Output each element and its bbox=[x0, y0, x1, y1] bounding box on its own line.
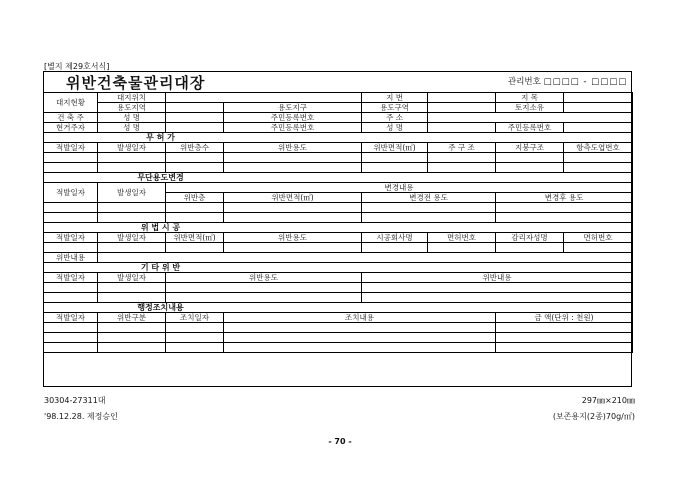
owner-name-value[interactable] bbox=[166, 113, 224, 123]
resident-name2-value[interactable] bbox=[428, 123, 496, 133]
use-district-label: 용도지구 bbox=[224, 103, 362, 113]
admin-col-type: 위반구분 bbox=[98, 313, 166, 323]
no-permit-col-area: 위반면적(㎡) bbox=[362, 143, 428, 153]
admin-col-date: 조치일자 bbox=[166, 313, 224, 323]
use-zone-value[interactable] bbox=[428, 103, 496, 113]
other-violation-section-title: 기 타 위 반 bbox=[98, 263, 224, 273]
paper-size: 297㎜×210㎜ bbox=[581, 396, 635, 405]
no-permit-col-map-sheet: 항측도엽번호 bbox=[564, 143, 633, 153]
admin-col-amount: 금 액(단위 : 천원) bbox=[496, 313, 633, 323]
owner-rrn-label: 주민등록번호 bbox=[224, 113, 362, 123]
management-number-boxes: □□□□ - □□□□ bbox=[543, 77, 628, 87]
use-change-data-row[interactable] bbox=[44, 203, 633, 213]
building-owner-header: 건 축 주 bbox=[44, 113, 98, 123]
approval-date: '98.12.28. 제정승인 bbox=[44, 412, 118, 421]
illegal-col-supervisor-license: 면허번호 bbox=[564, 233, 633, 243]
illegal-col-occurred: 발생일자 bbox=[98, 233, 166, 243]
illegal-col-license: 면허번호 bbox=[428, 233, 496, 243]
land-ownership-label: 토지소유 bbox=[496, 103, 564, 113]
admin-data-row[interactable] bbox=[44, 323, 633, 333]
land-ownership-value[interactable] bbox=[564, 103, 633, 113]
resident-name-value[interactable] bbox=[166, 123, 224, 133]
land-category-value[interactable] bbox=[564, 93, 633, 103]
use-change-col-after: 변경후 용도 bbox=[496, 193, 633, 203]
no-permit-section-title: 무 허 가 bbox=[98, 133, 224, 143]
page-number: - 70 - bbox=[328, 437, 352, 446]
use-change-col-before: 변경전 용도 bbox=[362, 193, 496, 203]
use-change-col-occurred: 발생일자 bbox=[98, 183, 166, 203]
other-data-row[interactable] bbox=[44, 293, 633, 303]
admin-col-content: 조치내용 bbox=[224, 313, 496, 323]
form-number-label: [별지 제29호서식] bbox=[44, 62, 110, 71]
other-col-found: 적발일자 bbox=[44, 273, 98, 283]
current-owner-header: 현거주자 bbox=[44, 123, 98, 133]
use-zone-label: 용도구역 bbox=[362, 103, 428, 113]
admin-data-row[interactable] bbox=[44, 343, 633, 353]
illegal-violation-content-value[interactable] bbox=[98, 253, 633, 263]
management-number bbox=[508, 75, 627, 87]
illegal-col-supervisor: 감리자성명 bbox=[496, 233, 564, 243]
ledger-title: 위반건축물관리대장 bbox=[66, 74, 206, 92]
site-header: 대지현황 bbox=[44, 93, 98, 113]
resident-name2-label: 성 명 bbox=[362, 123, 428, 133]
site-location-label: 대지위치 bbox=[98, 93, 166, 103]
illegal-data-row[interactable] bbox=[44, 243, 633, 253]
use-change-content-header: 변경내용 bbox=[166, 183, 633, 193]
illegal-violation-content-label: 위반내용 bbox=[44, 253, 98, 263]
no-permit-data-row[interactable] bbox=[44, 163, 633, 173]
no-permit-col-found: 적발일자 bbox=[44, 143, 98, 153]
owner-address-label: 주 소 bbox=[362, 113, 428, 123]
illegal-construction-section-title: 위 법 시 공 bbox=[98, 223, 224, 233]
owner-name-label: 성 명 bbox=[98, 113, 166, 123]
resident-rrn-label: 주민등록번호 bbox=[224, 123, 362, 133]
use-area-label: 용도지역 bbox=[98, 103, 166, 113]
use-change-data-row[interactable] bbox=[44, 213, 633, 223]
owner-address-value[interactable] bbox=[428, 113, 633, 123]
illegal-col-area: 위반면적(㎡) bbox=[166, 233, 224, 243]
other-data-row[interactable] bbox=[44, 283, 633, 293]
lot-value[interactable] bbox=[428, 93, 496, 103]
no-permit-col-structure: 주 구 조 bbox=[428, 143, 496, 153]
no-permit-col-floors: 위반층수 bbox=[166, 143, 224, 153]
use-area-value[interactable] bbox=[166, 103, 224, 113]
management-number-label: 관리번호 bbox=[508, 77, 541, 87]
use-change-col-found: 적발일자 bbox=[44, 183, 98, 203]
other-col-content: 위반내용 bbox=[362, 273, 633, 283]
use-change-col-area: 위반면적(㎡) bbox=[224, 193, 362, 203]
admin-col-found: 적발일자 bbox=[44, 313, 98, 323]
illegal-col-contractor: 시공회사명 bbox=[362, 233, 428, 243]
ledger-grid bbox=[43, 92, 633, 353]
use-change-section-title: 무단용도변경 bbox=[98, 173, 224, 183]
resident-rrn2-label: 주민등록번호 bbox=[496, 123, 564, 133]
other-col-use: 위반용도 bbox=[166, 273, 362, 283]
land-category-label: 지 목 bbox=[496, 93, 564, 103]
no-permit-data-row[interactable] bbox=[44, 153, 633, 163]
no-permit-col-occurred: 발생일자 bbox=[98, 143, 166, 153]
admin-data-row[interactable] bbox=[44, 333, 633, 343]
no-permit-col-use: 위반용도 bbox=[224, 143, 362, 153]
admin-action-section-title: 행정조치내용 bbox=[98, 303, 224, 313]
resident-name-label: 성 명 bbox=[98, 123, 166, 133]
paper-spec: (보존용지(2종)70g/㎡) bbox=[552, 412, 635, 421]
no-permit-col-roof: 지붕구조 bbox=[496, 143, 564, 153]
illegal-col-use: 위반용도 bbox=[224, 233, 362, 243]
form-code: 30304-27311대 bbox=[44, 396, 106, 405]
lot-label: 지 번 bbox=[362, 93, 428, 103]
resident-rrn2-value[interactable] bbox=[564, 123, 633, 133]
other-col-occurred: 발생일자 bbox=[98, 273, 166, 283]
use-change-col-floor: 위반층 bbox=[166, 193, 224, 203]
illegal-col-found: 적발일자 bbox=[44, 233, 98, 243]
site-location-value[interactable] bbox=[166, 93, 362, 103]
